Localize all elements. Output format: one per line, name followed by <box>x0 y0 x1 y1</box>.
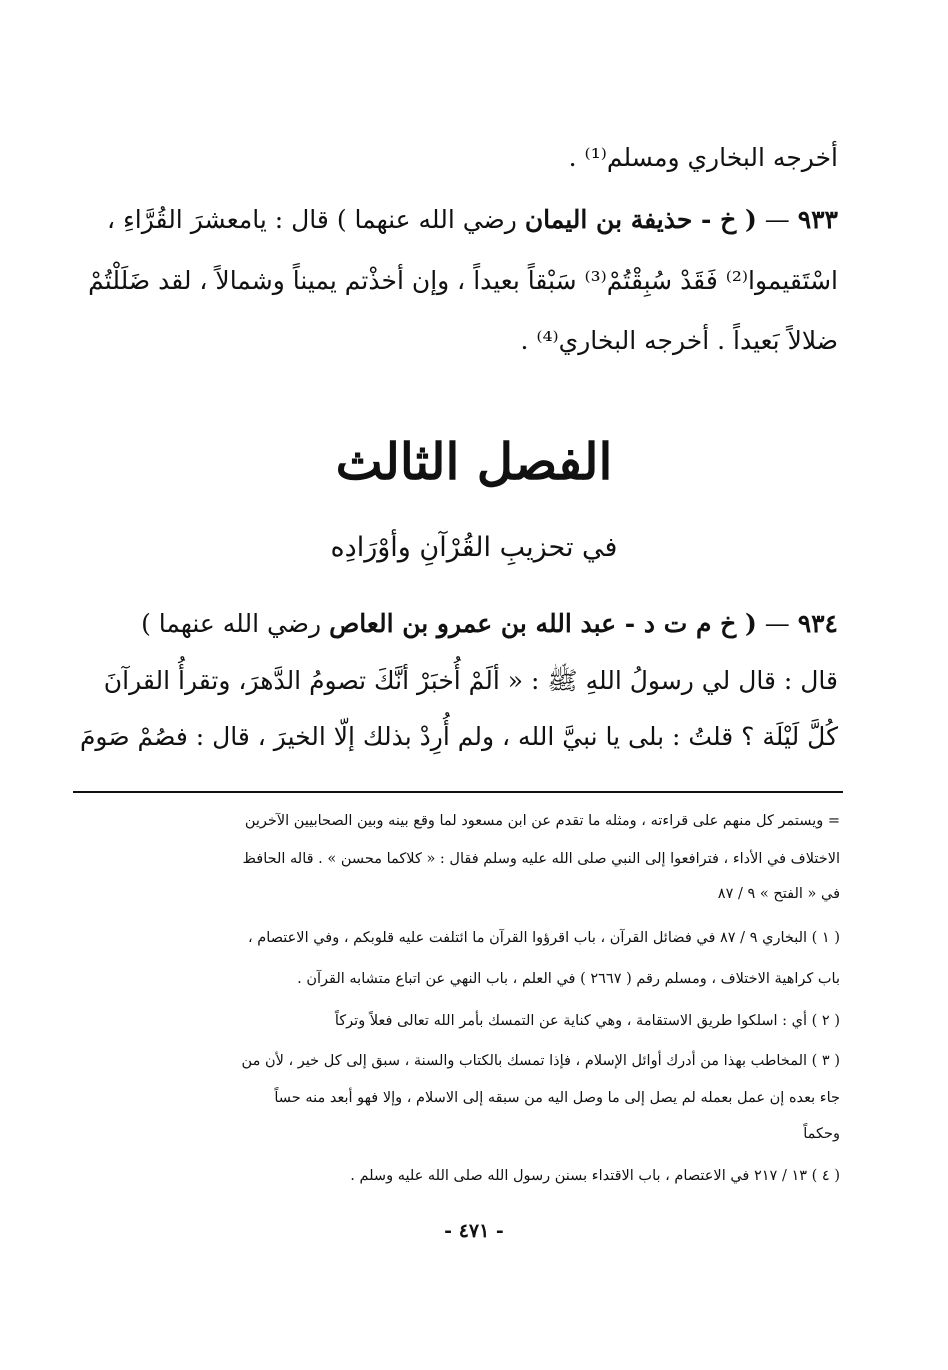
footnote-continued-line-1: = ويستمر كل منهم على قراءته ، ومثله ما تقدم عن ابن مسعود لما وقع بينه وبين الصحابيين الآخرين <box>244 813 840 829</box>
hadith-text: قال : قال لي رسولُ اللهِ ﷺ : « ألَمْ أُخبَرْ أنَّكَ تصومُ الدَّهرَ، وتقرأُ القرآنَ <box>103 666 838 695</box>
footnote-divider <box>73 791 843 793</box>
chapter-title: الفصل الثالث <box>335 432 613 491</box>
hadith-933-line-1 <box>107 205 838 235</box>
hadith-934-line-2 <box>103 666 838 696</box>
footnote-3-line-2: جاء بعده إن عمل بعمله لم يصل إلى ما وصل اليه من سبقه إلى الاسلام ، وإلا فهو أبعد منه حساً <box>274 1090 840 1106</box>
takhrij-text: أخرجه البخاري ومسلم⁽¹⁾ . <box>568 143 838 172</box>
hadith-933-line-3 <box>110 326 838 356</box>
hadith-text: رضي الله عنهما ) قال : يامعشرَ القُرَّاءِ ، <box>107 205 517 234</box>
hadith-933-line-2 <box>88 266 838 296</box>
hadith-dash: — <box>756 609 790 638</box>
hadith-934-line-1 <box>110 609 838 639</box>
footnote-continued-line-3: في « الفتح » ٩ / ٨٧ <box>717 886 840 902</box>
footnote-3-line-3: وحكماً <box>803 1126 840 1142</box>
footnote-4: ( ٤ ) ١٣ / ٢١٧ في الاعتصام ، باب الاقتداء بسنن رسول الله صلى الله عليه وسلم . <box>350 1168 840 1184</box>
hadith-number: ٩٣٤ <box>797 609 838 638</box>
page-number: - ٤٧١ - <box>444 1220 504 1242</box>
footnote-1-line-1: ( ١ ) البخاري ٩ / ٨٧ في فضائل القرآن ، باب اقرؤوا القرآن ما ائتلفت عليه قلوبكم ، وفي الاعتصام ، <box>248 930 840 946</box>
hadith-number: ٩٣٣ <box>797 205 838 234</box>
hadith-dash: — <box>756 205 790 234</box>
footnote-1-line-2: باب كراهية الاختلاف ، ومسلم رقم ( ٢٦٦٧ ) في العلم ، باب النهي عن اتباع متشابه القرآن . <box>297 971 840 987</box>
hadith-text: كُلَّ لَيْلَة ؟ قلتُ : بلى يا نبيَّ الله ، ولم أُرِدْ بذلك إلّا الخيرَ ، قال : فصُمْ صَومَ <box>79 722 838 751</box>
footnote-2: ( ٢ ) أي : اسلكوا طريق الاستقامة ، وهي كناية عن التمسك بأمر الله تعالى فعلاً وتركاً <box>334 1013 840 1029</box>
hadith-reference: ( خ م ت د - عبد الله بن عمرو بن العاص <box>329 609 757 638</box>
hadith-934-line-3 <box>79 722 838 752</box>
hadith-text: اسْتَقيموا⁽²⁾ فَقَدْ سُبِقْتُمْ⁽³⁾ سَبْقاً بعيداً ، وإن أخذْتم يميناً وشمالاً ، لقد ضَلَلْتُمْ <box>88 266 838 295</box>
hadith-text: ضلالاً بَعيداً . أخرجه البخاري⁽⁴⁾ . <box>520 326 838 355</box>
footnote-3-line-1: ( ٣ ) المخاطب بهذا من أدرك أوائل الإسلام ، فإذا تمسك بالكتاب والسنة ، سبق إلى كل خير ، لأن من <box>241 1053 840 1069</box>
hadith-reference: ( خ - حذيفة بن اليمان <box>524 205 757 234</box>
chapter-subtitle: في تحزيبِ القُرْآنِ وأوْرَادِه <box>330 532 618 563</box>
hadith-reference-tail: رضي الله عنهما ) <box>141 609 322 638</box>
main-line-1 <box>110 143 838 173</box>
footnote-continued-line-2: الاختلاف في الأداء ، فترافعوا إلى النبي صلى الله عليه وسلم فقال : « كلاكما محسن » . قاله الحافظ <box>242 851 840 867</box>
